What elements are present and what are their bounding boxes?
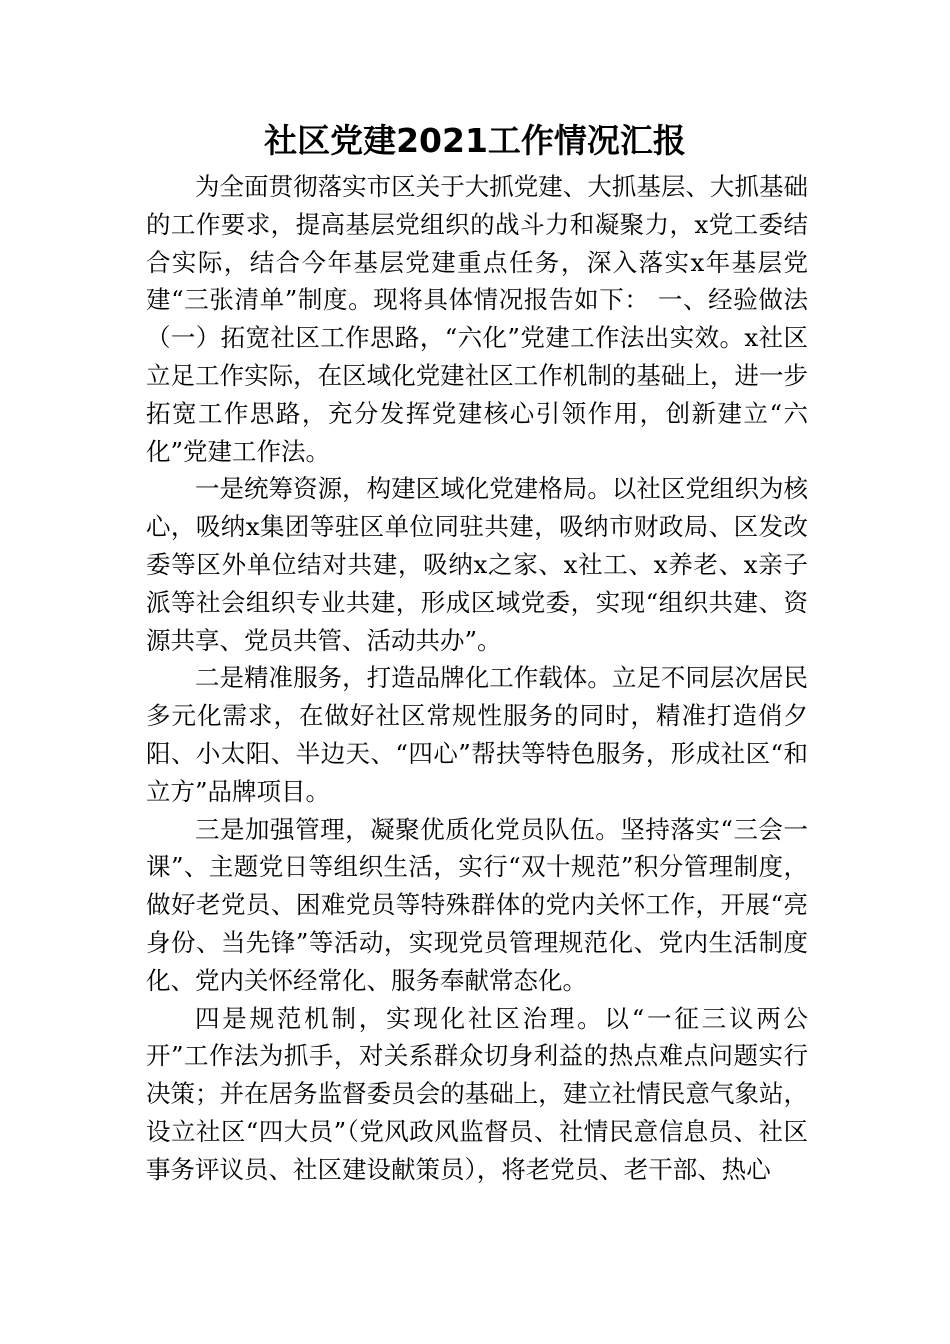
paragraph-point-2: 二是精准服务，打造品牌化工作载体。立足不同层次居民多元化需求，在做好社区常规性服务的同时，精准打造俏夕阳、小太阳、半边天、“四心”帮扶等特色服务，形成社区“和立方”品牌项目。 — [146, 663, 808, 806]
document-body — [146, 168, 808, 1189]
paragraph-point-4: 四是规范机制，实现化社区治理。以“一征三议两公开”工作法为抓手，对关系群众切身利益的热点难点问题实行决策；并在居务监督委员会的基础上，建立社情民意气象站，设立社区“四大员”（党风政风监督员、社情民意信息员、社区事务评议员、社区建设献策员），将老党员、老干部、热心 — [146, 1003, 808, 1184]
paragraph-point-1: 一是统筹资源，构建区域化党建格局。以社区党组织为核心，吸纳x集团等驻区单位同驻共建，吸纳市财政局、区发改委等区外单位结对共建，吸纳x之家、x社工、x养老、x亲子派等社会组织专业共建，形成区域党委，实现“组织共建、资源共享、党员共管、活动共办”。 — [146, 474, 808, 655]
document-title: 社区党建2021工作情况汇报 — [264, 121, 686, 160]
paragraph-intro: 为全面贯彻落实市区关于大抓党建、大抓基层、大抓基础的工作要求，提高基层党组织的战斗力和凝聚力，x党工委结合实际，结合今年基层党建重点任务，深入落实x年基层党建“三张清单”制度。现将具体情况报告如下： 一、经验做法 （一）拓宽社区工作思路，“六化”党建工作法出实效。x社区立足工作实际，在区域化党建社区工作机制的基础上，进一步拓宽工作思路，充分发挥党建核心引领作用，创新建立“六化”党建工作法。 — [146, 172, 808, 466]
paragraph-point-3: 三是加强管理，凝聚优质化党员队伍。坚持落实“三会一课”、主题党日等组织生活，实行“双十规范”积分管理制度，做好老党员、困难党员等特殊群体的党内关怀工作，开展“亮身份、当先锋”等活动，实现党员管理规范化、党内生活制度化、党内关怀经常化、服务奉献常态化。 — [146, 814, 808, 995]
